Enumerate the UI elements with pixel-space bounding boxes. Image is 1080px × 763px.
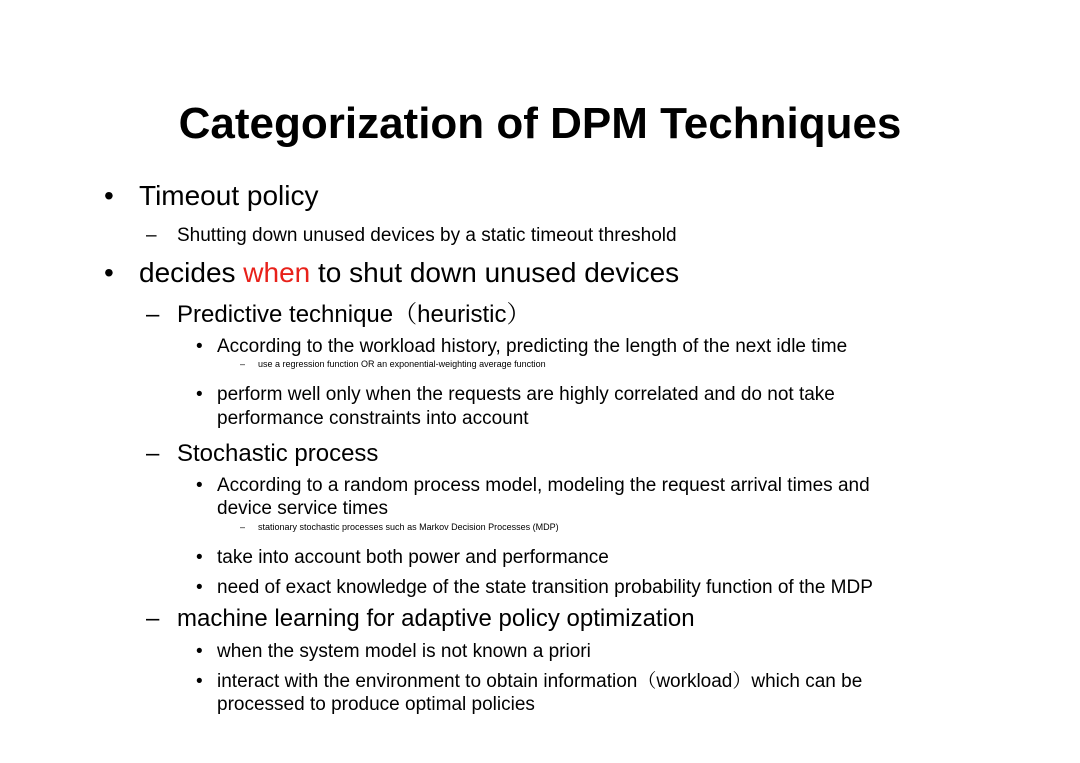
- bullet-decides-text-post: to shut down unused devices: [310, 257, 680, 288]
- bullet-icon: •: [196, 384, 203, 405]
- item-random-process-line1: According to a random process model, modeling the request arrival times and: [217, 475, 870, 496]
- bullet-timeout-policy: Timeout policy: [139, 180, 319, 211]
- dash-icon: –: [146, 440, 160, 467]
- highlight-when: when: [243, 257, 311, 288]
- bullet-icon: •: [196, 336, 203, 357]
- bullet-icon: •: [196, 475, 203, 496]
- bullet-icon: •: [196, 671, 203, 692]
- item-random-process-line2: device service times: [217, 498, 389, 519]
- dash-icon: –: [240, 522, 246, 532]
- item-exact-knowledge: need of exact knowledge of the state transition probability function of the MDP: [217, 577, 873, 598]
- detail-regression-function: use a regression function OR an exponential-weighting average function: [258, 359, 546, 369]
- item-interact-line2: processed to produce optimal policies: [217, 694, 535, 715]
- dash-icon: –: [240, 359, 246, 369]
- sub-bullet-machine-learning: machine learning for adaptive policy optimization: [177, 605, 695, 632]
- sub-bullet-predictive: Predictive technique（heuristic）: [177, 301, 531, 328]
- bullet-icon: •: [104, 180, 114, 211]
- item-model-not-known: when the system model is not known a priori: [217, 641, 591, 662]
- dash-icon: –: [146, 225, 157, 246]
- sub-bullet-static-timeout: Shutting down unused devices by a static timeout threshold: [177, 225, 677, 246]
- bullet-icon: •: [196, 547, 203, 568]
- bullet-icon: •: [196, 641, 203, 662]
- bullet-icon: •: [196, 577, 203, 598]
- slide-title: Categorization of DPM Techniques: [178, 99, 902, 148]
- item-perform-well-line1: perform well only when the requests are highly correlated and do not take: [217, 384, 835, 405]
- dash-icon: –: [146, 301, 160, 328]
- item-power-performance: take into account both power and performance: [217, 547, 609, 568]
- item-perform-well-line2: performance constraints into account: [217, 408, 529, 429]
- sub-bullet-stochastic: Stochastic process: [177, 440, 379, 467]
- item-interact-line1: interact with the environment to obtain information（workload）which can be: [217, 671, 863, 692]
- dash-icon: –: [146, 605, 160, 632]
- detail-mdp: stationary stochastic processes such as Markov Decision Processes (MDP): [258, 522, 559, 532]
- bullet-icon: •: [104, 257, 114, 288]
- bullet-decides-when: [139, 257, 679, 289]
- bullet-decides-text-pre: decides: [139, 257, 244, 288]
- item-workload-history: According to the workload history, predicting the length of the next idle time: [217, 336, 848, 357]
